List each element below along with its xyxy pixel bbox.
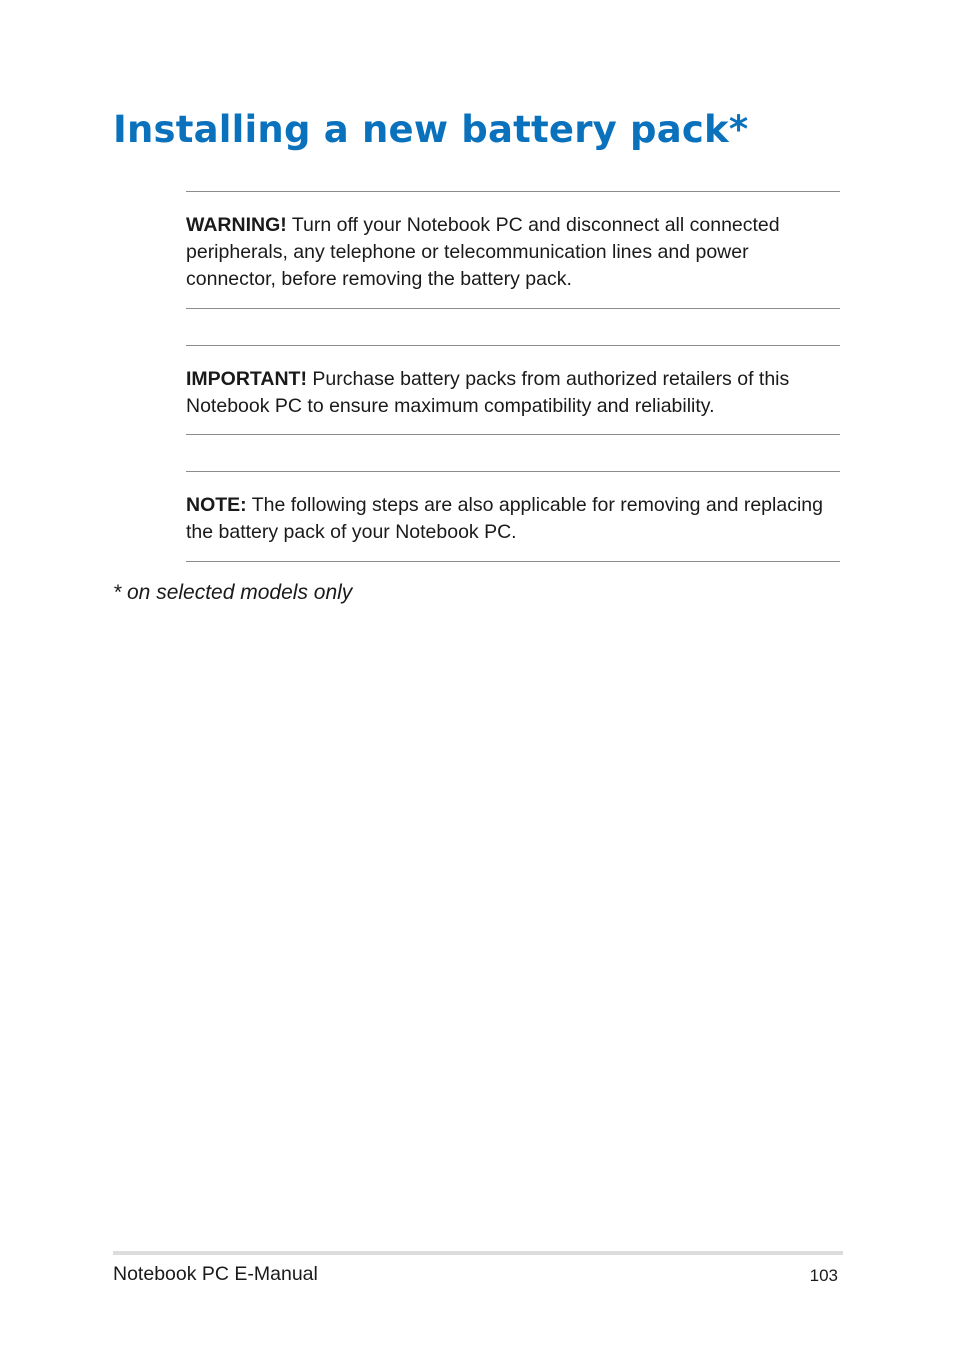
warning-notice [186, 191, 840, 309]
page-number: 103 [809, 1266, 838, 1285]
footnote: * on selected models only [113, 581, 353, 604]
footer-divider [113, 1251, 843, 1255]
warning-label: WARNING! [186, 214, 287, 236]
note-notice [186, 471, 840, 562]
note-label: NOTE: [186, 494, 247, 516]
page-title: Installing a new battery pack* [113, 108, 749, 151]
important-label: IMPORTANT! [186, 368, 307, 390]
warning-text [186, 192, 840, 293]
important-text [186, 346, 840, 420]
important-notice [186, 345, 840, 435]
note-body: The following steps are also applicable for removing and replacing the battery pack of your Notebook PC. [186, 494, 823, 543]
important-body: Purchase battery packs from authorized retailers of this Notebook PC to ensure maximum compatibility and reliability. [186, 368, 790, 417]
footer-manual-name: Notebook PC E-Manual [113, 1263, 318, 1285]
note-text [186, 472, 840, 546]
warning-body: Turn off your Notebook PC and disconnect all connected peripherals, any telephone or telecommunication lines and power connector, before removing the battery pack. [186, 214, 780, 290]
